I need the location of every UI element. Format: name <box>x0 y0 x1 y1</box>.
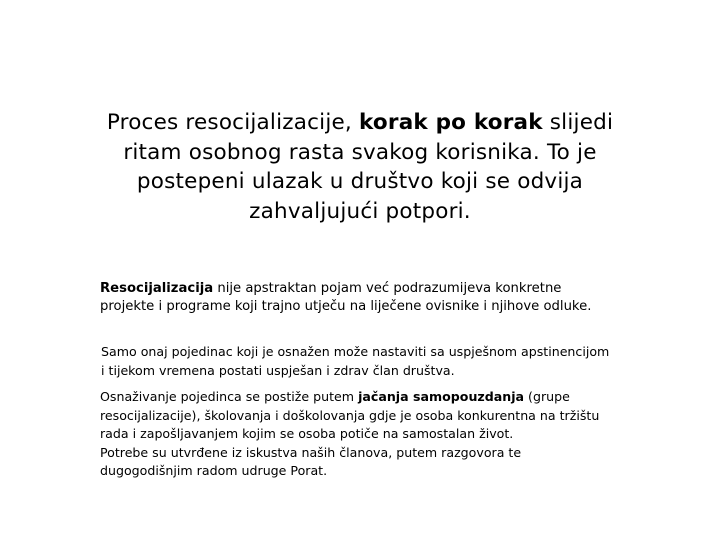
paragraph1-emphasis: Resocijalizacija <box>100 281 214 296</box>
paragraph-osnazivanje <box>100 388 610 481</box>
paragraph3-text-end: Potrebe su utvrđene iz iskustva naših članova, putem razgovora te dugogodišnjim radom udruge Porat. <box>100 444 522 478</box>
title-text-end: slijedi ritam osobnog rasta svakog korisnika. To je postepeni ulazak u društvo koji se odvija zahvaljujući potpori. <box>123 110 614 224</box>
slide-title <box>100 108 620 226</box>
paragraph3-text-start: Osnaživanje pojedinca se postiže putem <box>100 389 359 404</box>
paragraph3-emphasis: jačanja samopouzdanja <box>358 389 525 404</box>
title-text-start: Proces resocijalizacije, <box>106 110 359 135</box>
paragraph-resocijalizacija <box>100 280 610 316</box>
paragraph2-text: Samo onaj pojedinac koji je osnažen može nastaviti sa uspješnom apstinencijom i tijekom vremena postati uspješan i zdrav član društva. <box>101 344 610 378</box>
paragraph1-text: nije apstraktan pojam već podrazumijeva konkretne projekte i programe koji trajno utječu na liječene ovisnike i njihove odluke. <box>100 281 592 315</box>
title-emphasis: korak po korak <box>359 110 543 135</box>
paragraph-osnazen-pojedinac <box>101 343 611 380</box>
paragraph3-text-middle: (grupe resocijalizacije), školovanja i doškolovanja gdje je osoba konkurentna na tržištu rada i zapošljavanjem kojim se osoba potiče na samostalan život. <box>100 389 600 441</box>
